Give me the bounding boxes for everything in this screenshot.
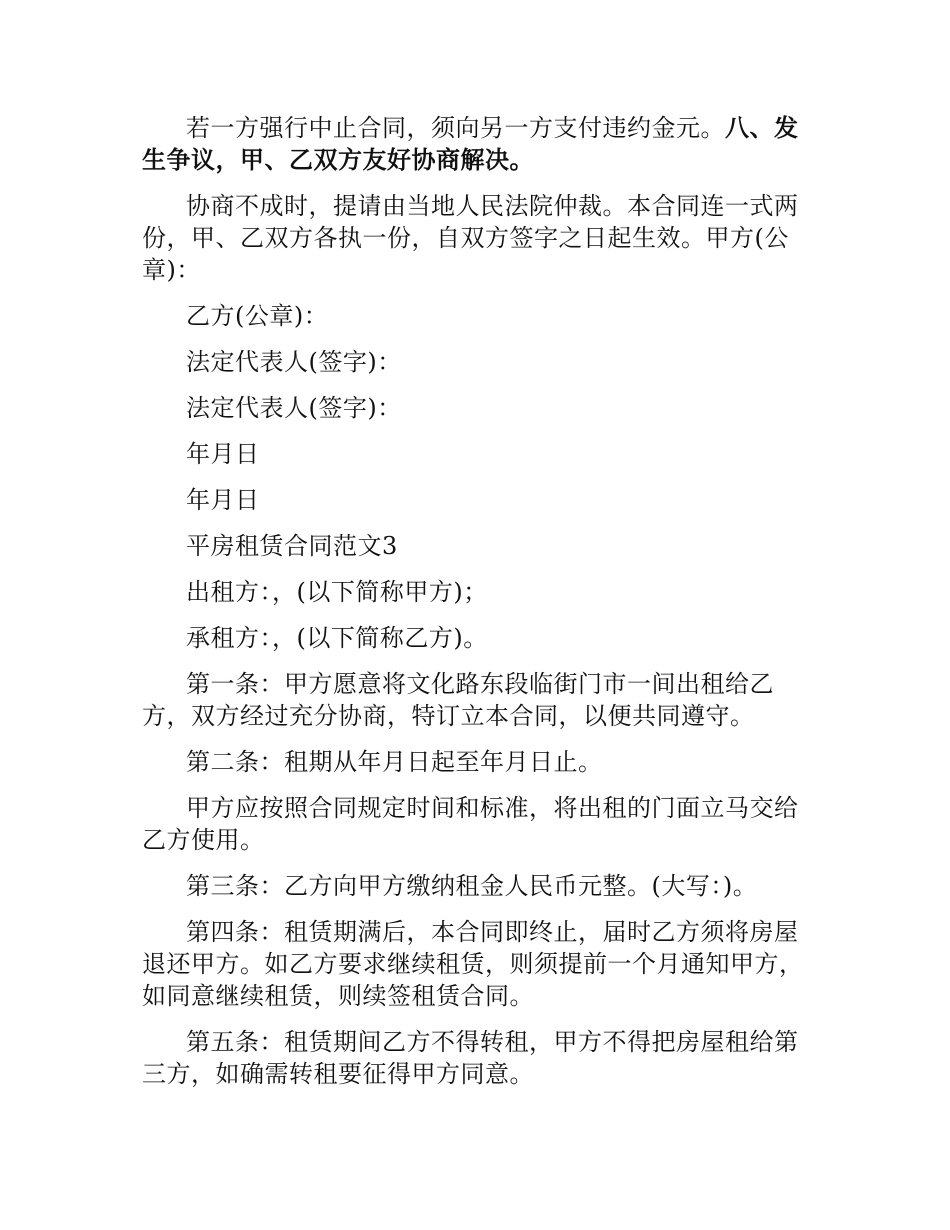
lessor-line: 出租方：，(以下简称甲方)；	[186, 578, 488, 606]
article-5: 第五条：租赁期间乙方不得转租，甲方不得把房屋租给第三方，如确需转租要征得甲方同意。	[142, 1028, 799, 1088]
article-2: 第二条：租期从年月日起至年月日止。	[186, 748, 603, 776]
legal-rep-signature-line-a: 法定代表人(签字)：	[186, 348, 402, 376]
paragraph-text: 若一方强行中止合同，须向另一方支付违约金元。	[186, 114, 725, 142]
article-1: 第一条：甲方愿意将文化路东段临街门市一间出租给乙方，双方经过充分协商，特订立本合同，以便共同遵守。	[142, 670, 774, 730]
article-4: 第四条：租赁期满后，本合同即终止，届时乙方须将房屋退还甲方。如乙方要求继续租赁，则须提前一个月通知甲方，如同意继续租赁，则续签租赁合同。	[142, 918, 804, 1010]
article-3: 第三条：乙方向甲方缴纳租金人民币元整。(大写：)。	[186, 872, 758, 900]
paragraph-arbitration: 协商不成时，提请由当地人民法院仲裁。本合同连一式两份，甲、乙双方各执一份，自双方签字之日起生效。甲方(公章)：	[142, 192, 799, 284]
section-title: 平房租赁合同范文3	[186, 532, 398, 560]
dispute-clause-heading: 八、发生争议，甲、乙双方友好协商解决。	[142, 113, 799, 174]
date-line-a: 年月日	[186, 440, 260, 468]
legal-rep-signature-line-b: 法定代表人(签字)：	[186, 394, 402, 422]
paragraph-breach-dispute	[142, 112, 810, 176]
party-b-seal-line: 乙方(公章)：	[186, 302, 329, 330]
lessee-line: 承租方：，(以下简称乙方)。	[186, 624, 488, 652]
article-2-detail: 甲方应按照合同规定时间和标准，将出租的门面立马交给乙方使用。	[142, 794, 799, 854]
document-body	[142, 112, 810, 1104]
date-line-b: 年月日	[186, 486, 260, 514]
